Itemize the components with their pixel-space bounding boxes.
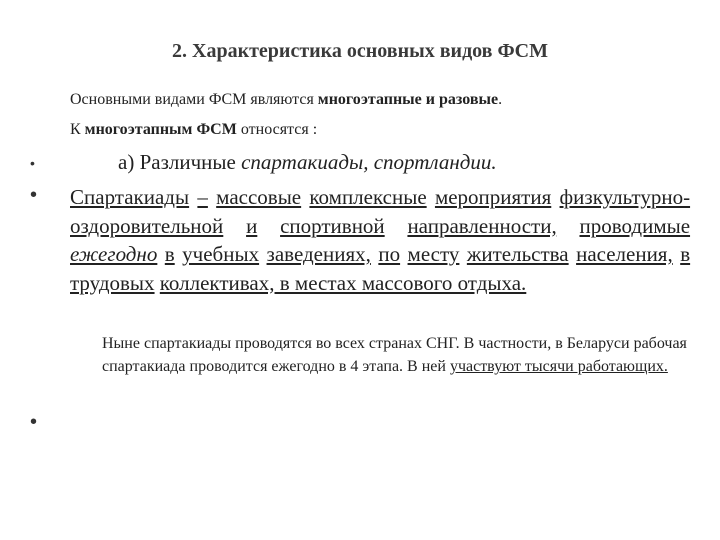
intro-line-1 [70,91,710,109]
intro-line-1-bold: многоэтапные и разовые [317,91,499,108]
bullet-icon: • [30,411,38,433]
item-a-italic: спартакиады, спортландии. [241,150,497,174]
note-underlined: участвуют тысячи работающих. [449,358,668,375]
definition-word: жительства [466,242,569,266]
slide-title: 2. Характеристика основных видов ФСМ [172,40,548,62]
definition-word: комплексные [309,185,427,209]
note-paragraph [102,332,692,378]
intro-line-1-prefix: Основными видами ФСМ являются [70,91,318,108]
definition-word: спортивной [280,213,385,238]
note-text: Ныне спартакиады проводятся во всех странах СНГ. В частности, в Беларуси рабочая спартакиада проводится ежегодно в 4 этапа. В ней [102,335,687,375]
intro-line-2-prefix: К [70,121,85,138]
definition-word: проводимые [579,213,691,238]
item-a-prefix: а) Различные [118,150,242,174]
definition-word: учебных [182,242,260,266]
definition-word: и [246,213,258,238]
definition-word: – [197,185,208,209]
definition-word: коллективах, в местах массового отдыха. [159,270,527,295]
bullet-icon: • [30,155,35,171]
definition-term: Спартакиады [70,185,190,209]
definition-paragraph [70,183,690,297]
definition-word: физкультурно-оздоровительной [70,185,691,238]
bullet-icon: • [30,184,38,206]
definition-word: по [378,242,401,266]
definition-word: массовые [216,185,302,209]
definition-word: мероприятия [434,185,552,209]
definition-word: заведениях, [266,242,371,266]
definition-word: населения, [576,242,673,266]
definition-word: месту [407,242,460,266]
intro-line-2-suffix: относятся : [236,121,318,138]
intro-line-1-suffix: . [498,91,503,108]
intro-line-2 [70,121,710,139]
intro-line-2-bold: многоэтапным ФСМ [84,121,237,138]
definition-word: в [680,242,691,266]
definition-word: трудовых [70,270,155,295]
definition-word: ежегодно [70,242,158,266]
definition-word: в [164,242,175,266]
definition-word: направленности, [407,213,557,238]
item-a [118,150,497,175]
